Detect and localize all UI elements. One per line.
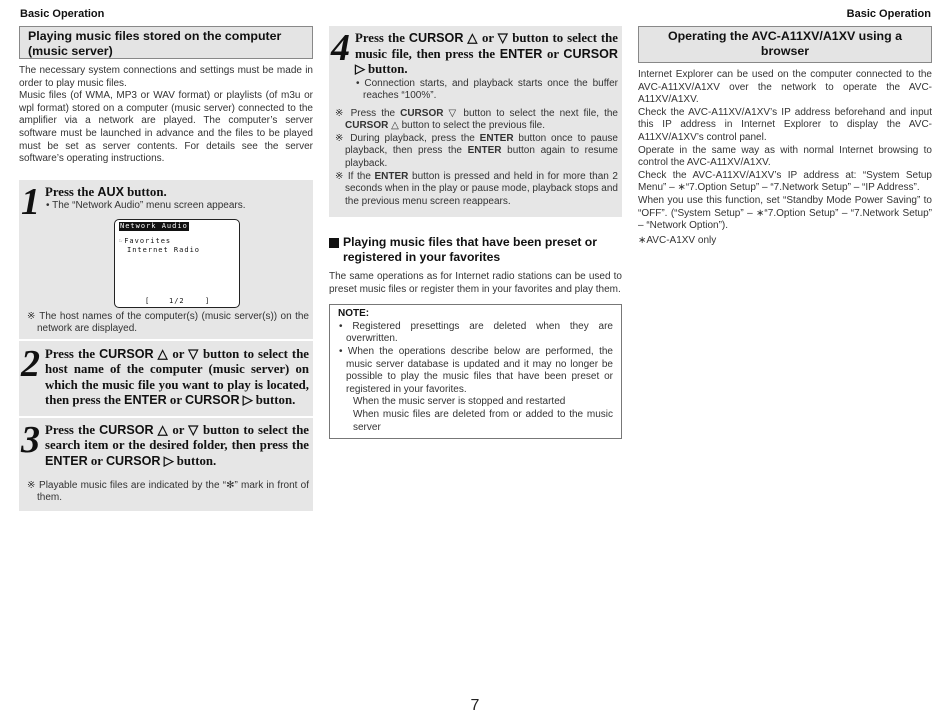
browser-paragraph-3: Operate in the same way as with normal Internet browsing to control the AVC-A11XV/A1XV.: [638, 144, 932, 169]
note-label: NOTE:: [338, 308, 370, 320]
browser-paragraph-5: When you use this function, set “Standby Mode Power Saving” to “OFF”. (“System Setup” – ∗“7.Option Setup” – “7.Network Setup” – “Network Option”).: [638, 194, 932, 232]
section-title-music-server: Playing music files stored on the computer (music server): [19, 26, 313, 59]
step-4-note-stop: ※ If the ENTER button is pressed and held in for more than 2 seconds when in the play or pause mode, playback stops and the previous menu screen reappears.: [335, 170, 618, 207]
step-3-box: [19, 418, 313, 511]
screen-title: Network Audio: [120, 221, 188, 230]
column-left: [19, 26, 313, 511]
section-title-browser: Operating the AVC-A11XV/A1XV using a browser: [638, 26, 932, 63]
step-4-note-next-previous: ※ Press the CURSOR ▽ button to select the next file, the CURSOR △ button to select the previous file.: [335, 107, 618, 132]
step-3-note: ※ Playable music files are indicated by the “✻” mark in front of them.: [27, 479, 309, 504]
screen-item-favorites: ☞Favorites: [119, 236, 172, 245]
step-1-sub: • The “Network Audio” menu screen appears.: [46, 200, 246, 212]
screen-footer-right: ]: [205, 296, 211, 305]
step-3-instruction: Press the CURSOR △ or ▽ button to select the search item or the desired folder, then press the ENTER or CURSOR ▷ button.: [45, 422, 309, 468]
step-4-instruction: Press the CURSOR △ or ▽ button to select the music file, then press the ENTER or CURSOR ▷ button.: [355, 31, 618, 76]
column-right: [638, 26, 932, 247]
note-item-database: • When the operations describe below are performed, the music server database is updated and it may no longer be possible to play the music files that have been preset or registered in your favorites.: [339, 345, 613, 395]
page-number: 7: [470, 697, 480, 714]
preset-favorites-paragraph: The same operations as for Internet radio stations can be used to preset music files or register them in your favorites and play them.: [329, 271, 622, 295]
browser-paragraph-4: Check the AVC-A11XV/A1XV’s IP address at: “System Setup Menu” – ∗“7.Option Setup” – “7.Network Setup” – “IP Address”.: [638, 169, 932, 194]
intro-paragraph-1: The necessary system connections and settings must be made in order to play music files.: [19, 65, 313, 89]
note-item-files-changed: When music files are deleted from or added to the music server: [353, 408, 613, 433]
step-4-sub: • Connection starts, and playback starts once the buffer reaches “100%”.: [356, 77, 618, 102]
column-middle: [329, 26, 622, 439]
step-1-instruction: Press the AUX button.: [45, 184, 167, 199]
step-1-note: ※ The host names of the computer(s) (music server(s)) on the network are displayed.: [27, 310, 309, 335]
intro-paragraph-2: Music files (of WMA, MP3 or WAV format) or playlists (of m3u or wpl format) stored on a computer (music server) connected to the amplifier via a network are played. The computer’s server software must be launched in advance and the files to be played must be set as server contents. For details see the server software’s operating instructions.: [19, 90, 313, 165]
step-2-number: 2: [21, 342, 40, 385]
step-2-box: [19, 341, 313, 416]
step-1-box: [19, 180, 313, 339]
step-3-number: 3: [21, 418, 40, 461]
step-2-instruction: Press the CURSOR △ or ▽ button to select the host name of the computer (music server) on which the music file you want to play is located, then press the ENTER or CURSOR ▷ button.: [45, 346, 309, 408]
screen-item-internet-radio: Internet Radio: [127, 245, 201, 254]
network-audio-screen: [114, 219, 240, 308]
step-4-number: 4: [331, 27, 350, 69]
browser-paragraph-2: Check the AVC-A11XV/A1XV’s IP address beforehand and input this IP address in Internet Explorer to display the AVC-A11XV/A1XV’s control panel.: [638, 106, 932, 143]
browser-footnote: ∗AVC-A1XV only: [638, 234, 717, 246]
note-box: [329, 304, 622, 439]
screen-footer-left: [: [145, 296, 151, 305]
step-1-number: 1: [21, 180, 40, 223]
aux-button-label: AUX: [97, 184, 124, 199]
screen-page-indicator: 1/2: [169, 296, 185, 305]
note-item-server-restart: When the music server is stopped and restarted: [353, 396, 566, 408]
header-left: Basic Operation: [20, 8, 105, 20]
section-title-preset-favorites: Playing music files that have been preset or registered in your favorites: [329, 235, 622, 265]
note-item-presettings: • Registered presettings are deleted when they are overwritten.: [339, 320, 613, 345]
step-4-note-pause: ※ During playback, press the ENTER button once to pause playback, then press the ENTER button again to resume playback.: [335, 132, 618, 170]
step-4-box: [329, 26, 622, 217]
browser-paragraph-1: Internet Explorer can be used on the computer connected to the AVC-A11XV/A1XV over the network to operate the AVC-A11XV/A1XV.: [638, 69, 932, 106]
header-right: Basic Operation: [846, 8, 931, 20]
